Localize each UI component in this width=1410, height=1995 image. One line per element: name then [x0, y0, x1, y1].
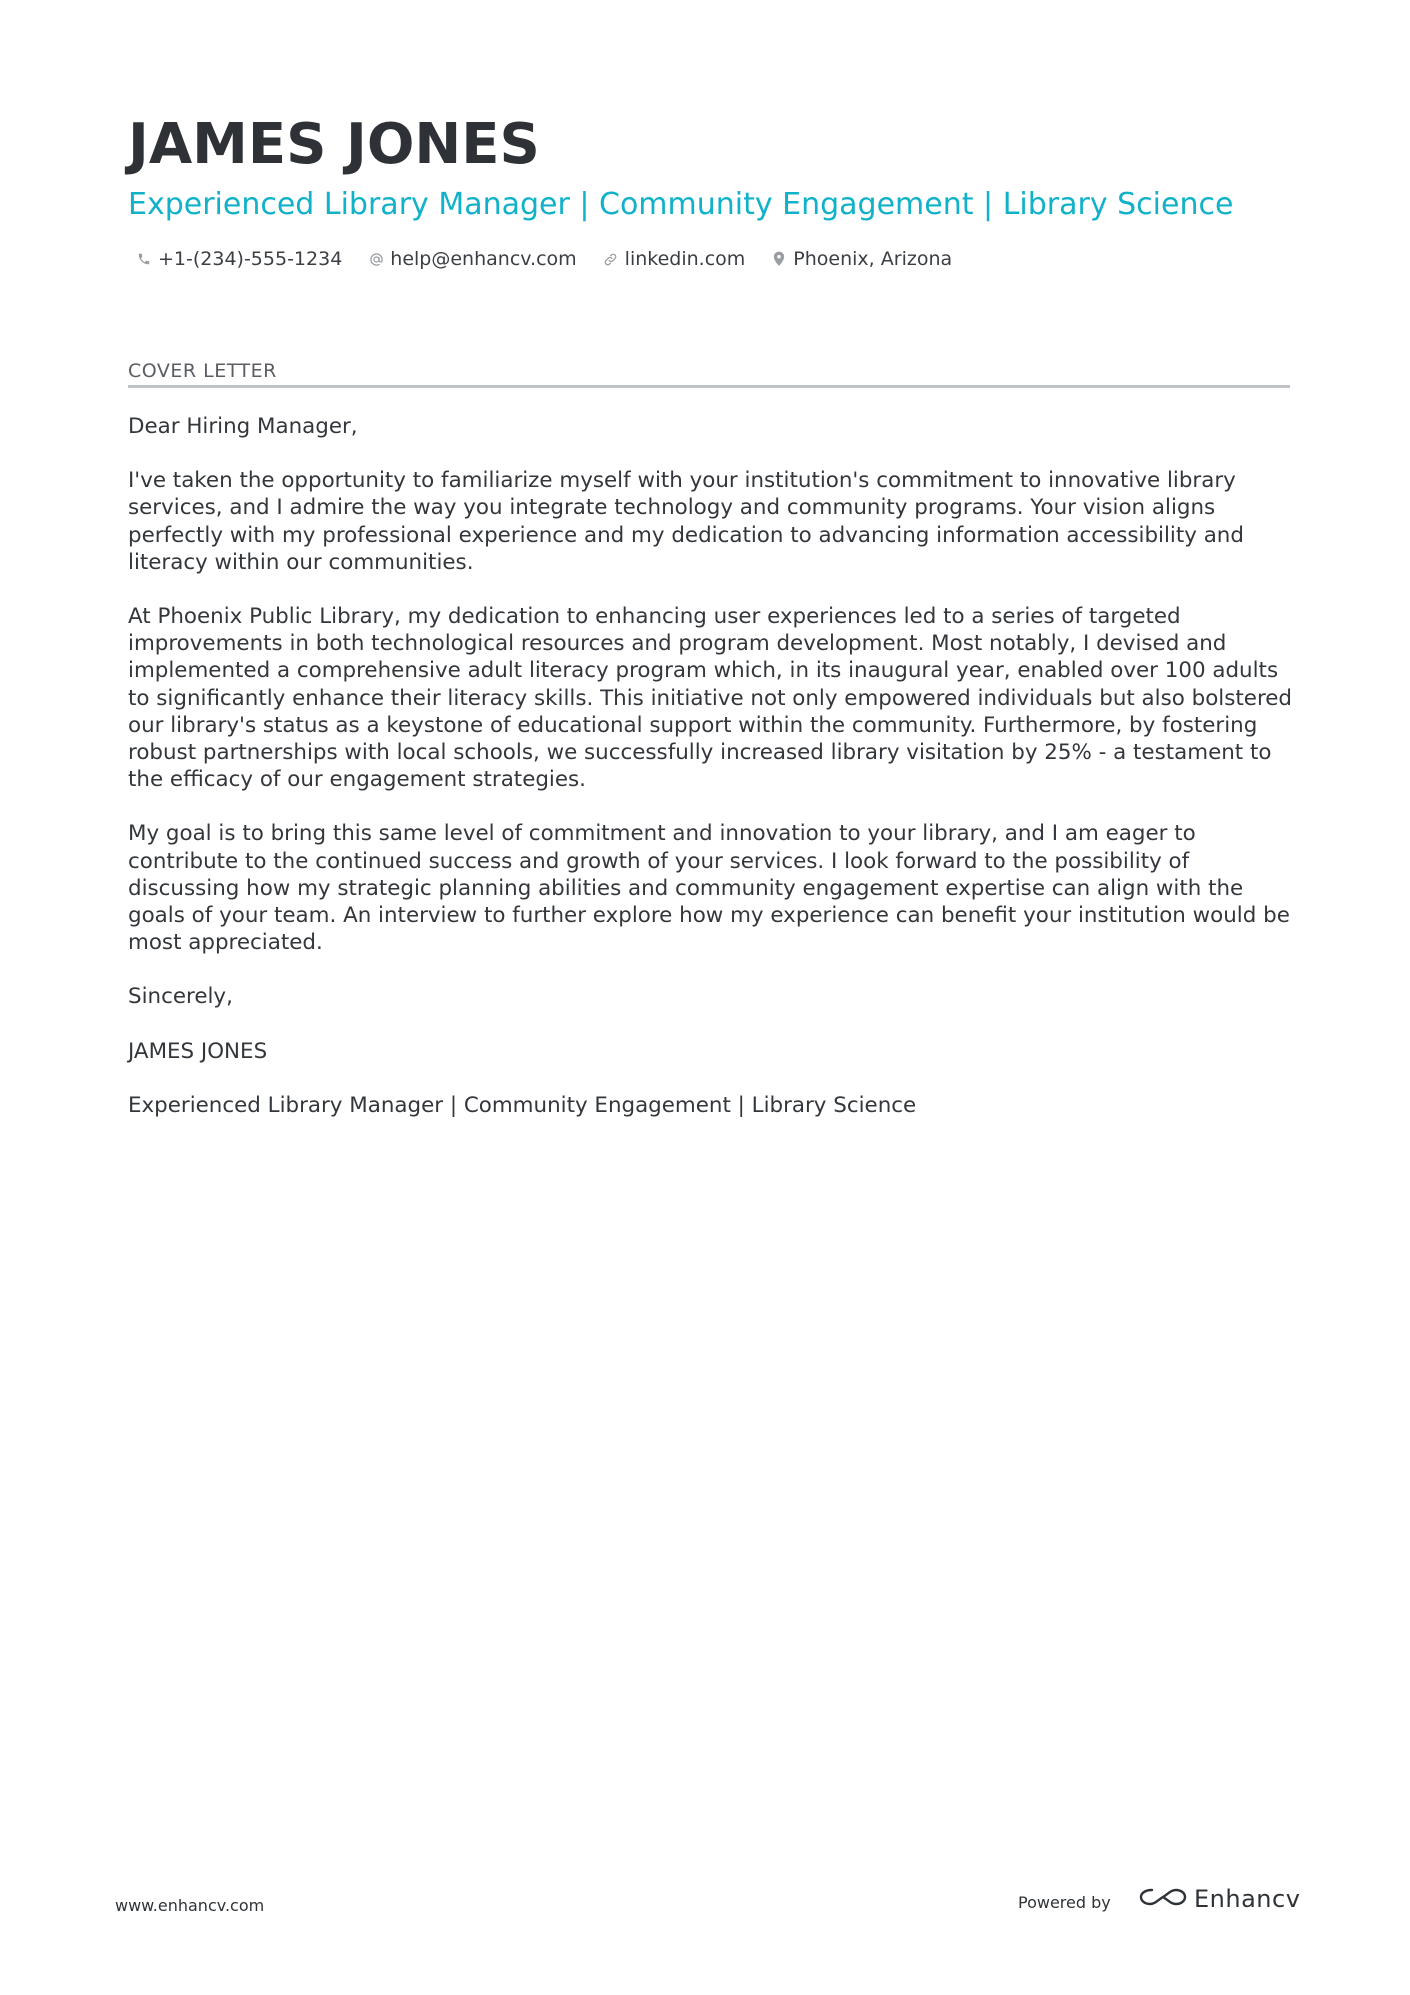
contact-email[interactable]: [368, 245, 576, 273]
letter-body: [128, 413, 1298, 1146]
letter-paragraph-2: At Phoenix Public Library, my dedication to enhancing user experiences led to a series of targeted improvements in both technological resources and program development. Most notably, I devised and implemented a comprehensive adult literacy program which, in its inaugural year, enabled over 100 adults to significantly enhance their literacy skills. This initiative not only empowered individuals but also bolstered our library's status as a keystone of educational support within the community. Furthermore, by fostering robust partnerships with local schools, we successfully increased library visitation by 25% - a testament to the efficacy of our engagement strategies.: [128, 604, 1293, 793]
candidate-name: JAMES JONES: [128, 112, 540, 177]
enhancv-logo-text: Enhancv: [1194, 1885, 1301, 1913]
contact-phone-text: +1-(234)-555-1234: [158, 248, 343, 270]
contact-location-text: Phoenix, Arizona: [793, 248, 953, 270]
contact-info-bar: [136, 245, 978, 273]
at-icon: [368, 250, 384, 268]
section-title-cover-letter: COVER LETTER: [128, 360, 277, 382]
enhancv-logo[interactable]: [1138, 1884, 1300, 1914]
enhancv-logo-icon: [1138, 1884, 1188, 1914]
section-divider: [128, 385, 1290, 388]
contact-email-text[interactable]: help@enhancv.com: [390, 248, 577, 270]
link-icon: [603, 250, 619, 268]
contact-location: [771, 245, 952, 273]
footer-website-link[interactable]: www.enhancv.com: [115, 1896, 265, 1915]
letter-salutation: Dear Hiring Manager,: [128, 414, 358, 439]
letter-paragraph-3: My goal is to bring this same level of commitment and innovation to your library, and I am eager to contribute to the continued success and growth of your services. I look forward to the possibility of discussing how my strategic planning abilities and community engagement expertise can align with the goals of your team. An interview to further explore how my experience can benefit your institution would be most appreciated.: [128, 821, 1290, 956]
letter-paragraph-1: I've taken the opportunity to familiarize myself with your institution's commitment to innovative library services, and I admire the way you integrate technology and community programs. Your vision aligns perfectly with my professional experience and my dedication to advancing information accessibility and literacy within our communities.: [128, 468, 1244, 575]
phone-icon: [136, 250, 152, 268]
contact-linkedin-text[interactable]: linkedin.com: [624, 248, 746, 270]
footer-powered-by: Powered by: [1018, 1893, 1111, 1912]
letter-signature-name: JAMES JONES: [128, 1038, 268, 1064]
contact-linkedin[interactable]: [603, 245, 746, 273]
letter-closing: Sincerely,: [128, 984, 233, 1010]
letter-signature-title: Experienced Library Manager | Community Engagement | Library Science: [128, 1092, 917, 1118]
location-pin-icon: [771, 250, 787, 268]
candidate-headline: Experienced Library Manager | Community Engagement | Library Science: [128, 187, 1234, 222]
contact-phone: [136, 245, 342, 273]
